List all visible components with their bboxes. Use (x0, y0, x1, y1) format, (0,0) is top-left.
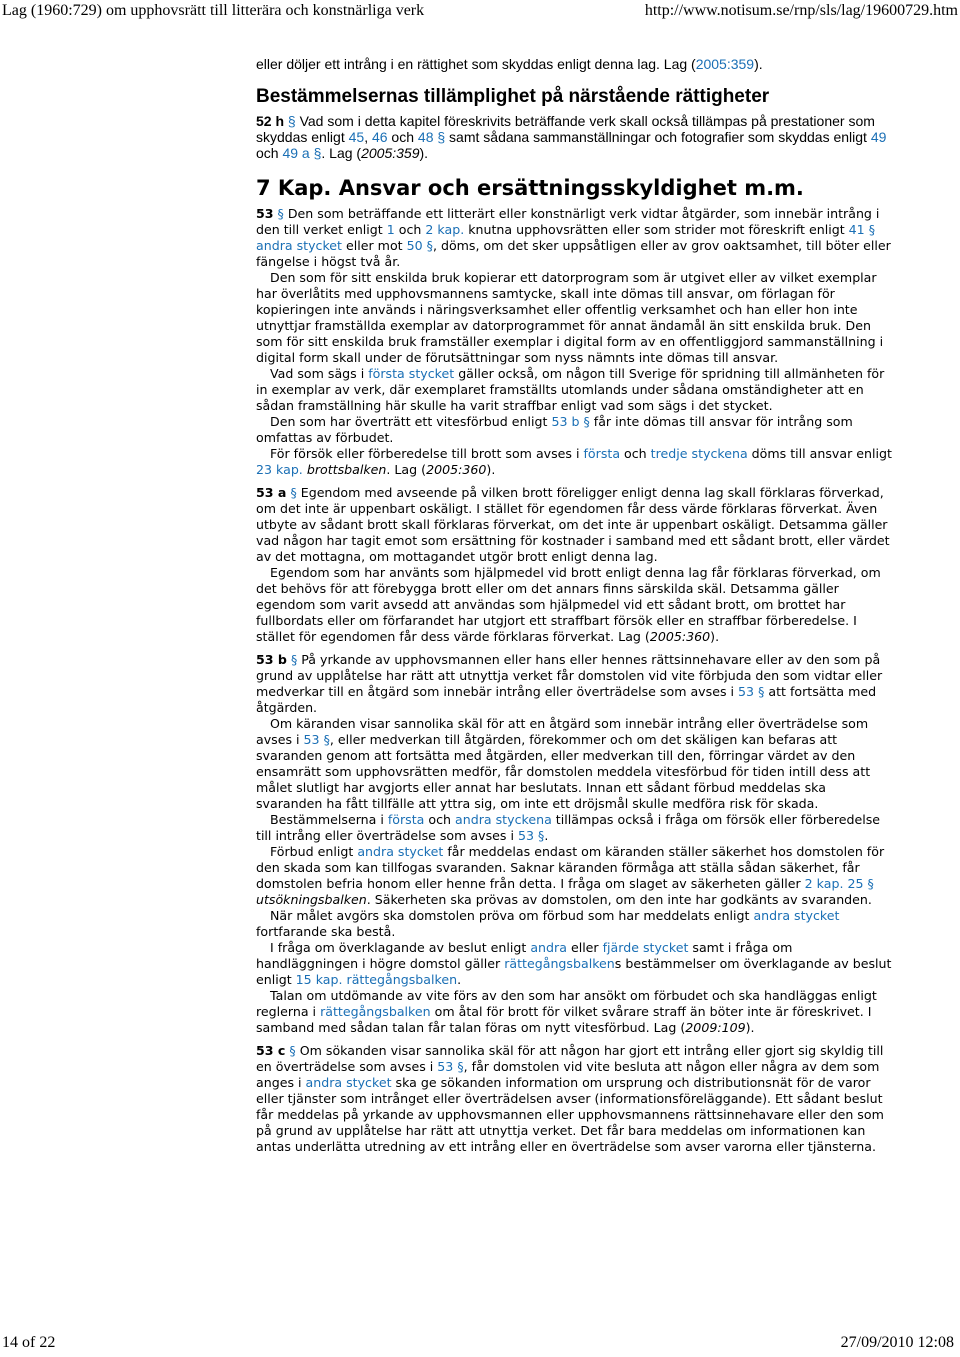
link[interactable]: 49 (870, 129, 887, 145)
link[interactable]: första (387, 812, 425, 827)
section-heading: Bestämmelsernas tillämplighet på närstående rättigheter (256, 86, 770, 107)
chapter-heading: 7 Kap. Ansvar och ersättningsskyldighet m.m. (256, 176, 804, 200)
print-header (0, 0, 960, 22)
link[interactable]: § (287, 113, 296, 129)
link[interactable]: § (289, 1043, 296, 1058)
link[interactable]: rättegångsbalken (320, 1004, 431, 1019)
paragraph-52h: 52 h § Vad som i detta kapitel föreskrivits beträffande verk skall också tillämpas på prestationer som skyddas enligt 45, 46 och 48 § samt sådana sammanställningar och fotografier som skyddas enligt 49 och 49 a §. Lag (2005:359). (256, 113, 887, 161)
link[interactable]: första (583, 446, 621, 461)
link[interactable]: 53 (437, 1059, 454, 1074)
link[interactable]: § (867, 876, 874, 891)
document-title: Lag (1960:729) om upphovsrätt till litterära och konstnärliga verk (2, 2, 425, 19)
paragraph: I fråga om överklagande av beslut enligt andra eller fjärde stycket samt i fråga om handläggningen i högre domstol gäller rättegångsbalkens bestämmelser om överklagande av beslut enligt 15 kap. rättegångsbalken. (256, 940, 892, 987)
paragraph-53a: 53 a § Egendom med avseende på vilken brott föreligger enligt denna lag skall förklaras förverkad, om det inte är uppenbart oskäligt. I stället för egendomen får dess värde förklaras förverkat. Även utbyte av sådant brott skall förklaras förverkat, om det inte är uppenbart oskäligt. Detsamma gäller vad någon har tagit emot som ersättning för kostnader i samband med ett sådant brott, eller värdet av det mottagna, om mottagandet utgör brott enligt denna lag. (256, 485, 890, 564)
paragraph: eller döljer ett intrång i en rättighet som skyddas enligt denna lag. Lag (2005:359). (256, 56, 763, 72)
document-url: http://www.notisum.se/rnp/sls/lag/19600729.htm (644, 2, 958, 19)
paragraph-53c: 53 c § Om sökanden visar sannolika skäl för att någon har gjort ett intrång eller gjort sig skyldig till en överträdelse som avses i 53 §, får domstolen vid vite besluta att någon eller några av dem som anges i andra stycket ska ge sökanden information om ursprung och distributionsnät för de varor eller tjänster som intrånget eller överträdelsen avser (informationsföreläggande). Ett sådant beslut får meddelas på yrkande av upphovsmannen eller upphovsmannens rättsinnehavare eller den som på grund av upplåtelse har rätt att utnyttja verket. Det får bara meddelas om informationen kan antas underlätta utredning av ett intrång eller en överträdelse som avser varorna eller tjänsterna. (256, 1043, 884, 1154)
link[interactable]: 53 (303, 732, 320, 747)
link[interactable]: § (313, 145, 322, 161)
link[interactable]: 41 (848, 222, 865, 237)
link[interactable]: § (457, 1059, 464, 1074)
link[interactable]: § (868, 222, 875, 237)
paragraph: Egendom som har använts som hjälpmedel vid brott enligt denna lag får förklaras förverkad, om det behövs för att förebygga brott eller om det annars finns särskilda skäl. Detsamma gäller egendom som varit avsedd att användas som hjälpmedel vid ett sådant brott, om brottet har fullbordats eller om förfarandet har utgjort ett straffbart försök eller en straffbar förberedelse. I stället för egendomen får dess värde förklaras förverkat. Lag (2005:360). (256, 565, 881, 644)
link[interactable]: 46 (371, 129, 388, 145)
link[interactable]: 53 (517, 828, 534, 843)
link[interactable]: § (758, 684, 765, 699)
paragraph-53b: 53 b § På yrkande av upphovsmannen eller hans eller hennes rättsinnehavare eller av den som på grund av upplåtelse har rätt att utnyttja verket får domstolen vid vite förbjuda den som vidtar eller medverkar till en åtgärd som innebär intrång eller överträdelse som avses i 53 § att fortsätta med åtgärden. (256, 652, 883, 715)
link[interactable]: 53 (738, 684, 755, 699)
link[interactable]: § (323, 732, 330, 747)
link[interactable]: rättegångsbalken (346, 972, 458, 987)
link[interactable]: § (437, 129, 446, 145)
link[interactable]: § (290, 652, 298, 667)
link[interactable]: 2 kap. (804, 876, 844, 891)
paragraph: Den som har överträtt ett vitesförbud enligt 53 b § får inte dömas till ansvar för intrång som omfattas av förbudet. (256, 414, 853, 445)
paragraph: Den som för sitt enskilda bruk kopierar ett datorprogram som är utgivet eller av vilket exemplar har överlåtits med upphovsmannens samtycke, skall inte dömas till ansvar, om förlagan för kopieringen inte används i näringsverksamhet eller offentlig verksamhet och han eller hon inte utnyttjar framställda exemplar av datorprogrammet för annat ändamål än sitt enskilda bruk. Den som för sitt enskilda bruk framställer exemplar i digital form av en offentliggjord sammanställning i digital form skall under de förutsättningar som nyss nämnts inte dömas till ansvar. (256, 270, 884, 365)
link[interactable]: andra stycket (357, 844, 444, 859)
link[interactable]: andra stycket (753, 908, 840, 923)
paragraph: Vad som sägs i första stycket gäller också, om någon till Sverige för spridning till allmänheten för in exemplar av verk, där exemplaret framställts utomlands under sådana omständigheter att en sådan framställning här skulle ha varit straffbar enligt vad som sägs i det stycket. (256, 366, 885, 413)
link[interactable]: fjärde stycket (602, 940, 689, 955)
link[interactable]: § (583, 414, 590, 429)
link[interactable]: 50 (406, 238, 423, 253)
link[interactable]: 53 b (551, 414, 580, 429)
link[interactable]: § (277, 206, 284, 221)
link[interactable]: 2005:359 (695, 56, 755, 72)
page-number: 14 of 22 (2, 1334, 56, 1351)
link[interactable]: 2 kap. (425, 222, 465, 237)
link[interactable]: 49 a (282, 145, 310, 161)
link[interactable]: § (426, 238, 433, 253)
link[interactable]: 1 (386, 222, 395, 237)
link[interactable]: 25 (847, 876, 864, 891)
link[interactable]: rättegångsbalken (504, 956, 615, 971)
paragraph: Förbud enligt andra stycket får meddelas endast om käranden ställer säkerhet hos domstolen för den skada som kan tillfogas svaranden. Saknar käranden förmåga att ställa sådan säkerhet, får domstolen befria honom eller henne från detta. I fråga om slaget av säkerheten gäller 2 kap. 25 § utsökningsbalken. Säkerheten ska prövas av domstolen, om den inte har godkänts av svaranden. (256, 844, 885, 907)
paragraph-53: 53 § Den som beträffande ett litterärt eller konstnärligt verk vidtar åtgärder, som innebär intrång i den till verket enligt 1 och 2 kap. knutna upphovsrätten eller som strider mot föreskrift enligt 41 § andra stycket eller mot 50 §, döms, om det sker uppsåtligen eller av grov oaktsamhet, till böter eller fängelse i högst två år. (256, 206, 891, 269)
link[interactable]: andra stycket (256, 238, 342, 253)
paragraph: Bestämmelserna i första och andra styckena tillämpas också i fråga om försök eller förberedelse till intrång eller överträdelse som avses i 53 §. (256, 812, 881, 843)
link[interactable]: andra styckena (455, 812, 552, 827)
link[interactable]: andra (530, 940, 567, 955)
paragraph: När målet avgörs ska domstolen pröva om förbud som har meddelats enligt andra stycket fortfarande ska bestå. (256, 908, 840, 939)
link[interactable]: 23 kap. (256, 462, 303, 477)
paragraph: Om käranden visar sannolika skäl för att en åtgärd som innebär intrång eller överträdelse som avses i 53 §, eller medverkan till åtgärden, förekommer och om det skäligen kan befaras att svaranden genom att fortsätta med åtgärden, eller medverkan till den, förringar värdet av den ensamrätt som upphovsrätten medför, får domstolen meddela vitesförbud för tiden intill dess att målet slutligt har avgjorts eller annat har beslutats. Innan ett sådant förbud meddelas ska svaranden ha fått tillfälle att yttra sig, om inte ett dröjsmål skulle medföra risk för skada. (256, 716, 871, 811)
link[interactable]: 48 (417, 129, 434, 145)
link[interactable]: § (290, 485, 297, 500)
link[interactable]: 15 kap. (295, 972, 343, 987)
link[interactable]: första stycket (368, 366, 455, 381)
paragraph: Talan om utdömande av vite förs av den som har ansökt om förbudet och ska handläggas enligt reglerna i rättegångsbalken om åtal för brott för vilket svårare straff än böter inte är föreskrivet. I samband med sådan talan får talan föras om nytt vitesförbud. Lag (2009:109). (256, 988, 877, 1035)
link[interactable]: tredje styckena (650, 446, 748, 461)
link[interactable]: 45 (348, 129, 365, 145)
link[interactable]: andra stycket (305, 1075, 392, 1090)
paragraph: För försök eller förberedelse till brott som avses i första och tredje styckena döms till ansvar enligt 23 kap. brottsbalken. Lag (2005:360). (256, 446, 892, 477)
print-datetime: 27/09/2010 12:08 (840, 1334, 954, 1351)
document-body (256, 56, 896, 1155)
link[interactable]: § (538, 828, 545, 843)
